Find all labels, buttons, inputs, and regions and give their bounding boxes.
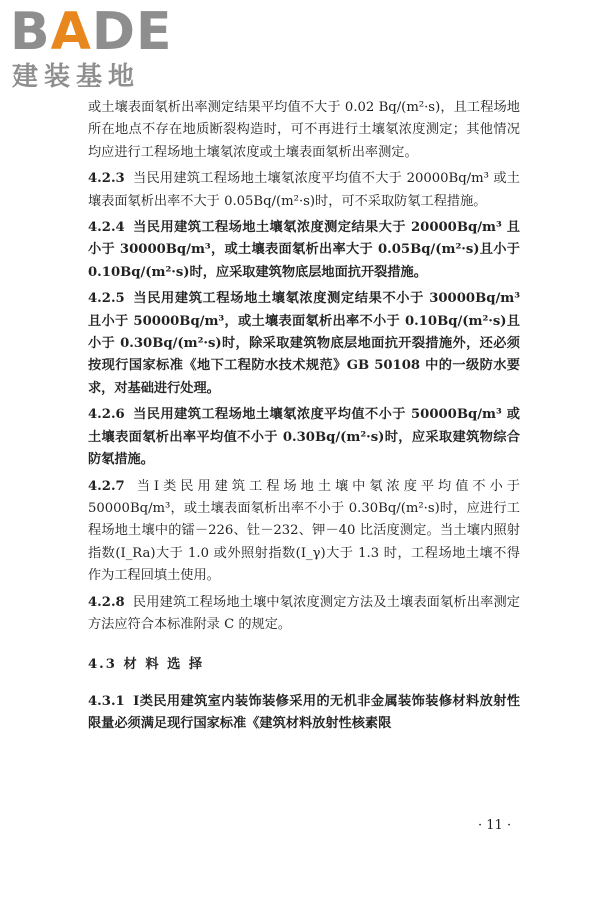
- clause-number: 4.2.4: [88, 220, 125, 236]
- logo-letters-de: DE: [91, 2, 173, 62]
- clause-number: 4.2.7: [88, 478, 125, 494]
- paragraph-text: 或土壤表面氡析出率测定结果平均值不大于 0.02 Bq/(m²·s)，且工程场地所在地点不存在地质断裂构造时，可不再进行土壤氡浓度测定；其他情况均应进行工程场地土壤氡浓度或土壤表面氡析出率测定。: [88, 100, 520, 160]
- clause-4-2-7: [88, 476, 520, 588]
- clause-4-2-3: [88, 168, 520, 213]
- clause-text: 当民用建筑工程场地土壤氡浓度测定结果大于 20000Bq/m³ 且小于 30000Bq/m³，或土壤表面氡析出率大于 0.05Bq/(m²·s)且小于 0.10Bq/(m²·s)时，应采取建筑物底层地面抗开裂措施。: [88, 220, 520, 280]
- clause-number: 4.3.1: [88, 693, 125, 709]
- clause-text: Ⅰ类民用建筑室内装饰装修采用的无机非金属装饰装修材料放射性限量必须满足现行国家标准《建筑材料放射性核素限: [88, 693, 520, 732]
- clause-text: 民用建筑工程场地土壤中氡浓度测定方法及土壤表面氡析出率测定方法应符合本标准附录 C 的规定。: [88, 594, 520, 632]
- clause-text: 当民用建筑工程场地土壤氡浓度平均值不大于 20000Bq/m³ 或土壤表面氡析出率不大于 0.05Bq/(m²·s)时，可不采取防氡工程措施。: [88, 171, 520, 209]
- logo-wordmark: [10, 4, 173, 60]
- clause-number: 4.2.5: [88, 291, 125, 307]
- clause-4-3-1: [88, 691, 520, 736]
- clause-number: 4.2.3: [88, 171, 125, 187]
- clause-number: 4.2.8: [88, 594, 125, 610]
- bade-logo: [10, 4, 180, 92]
- section-heading: 4.3 材 料 选 择: [88, 657, 205, 673]
- clause-4-2-5: [88, 288, 520, 400]
- clause-4-2-6: [88, 404, 520, 471]
- clause-4-2-4: [88, 217, 520, 284]
- logo-subtitle: 建装基地: [12, 62, 141, 92]
- clause-4-2-8: [88, 592, 520, 637]
- clause-number: 4.2.6: [88, 407, 125, 423]
- logo-letter-b: B: [10, 2, 51, 62]
- logo-letter-a: A: [50, 2, 92, 62]
- paragraph-continuation: [88, 97, 520, 164]
- page-number: · 11 ·: [478, 818, 512, 833]
- document-body: [88, 97, 520, 740]
- clause-text: 当民用建筑工程场地土壤氡浓度平均值不小于 50000Bq/m³ 或土壤表面氡析出率平均值不小于 0.30Bq/(m²·s)时，应采取建筑物综合防氡措施。: [88, 407, 520, 468]
- clause-text: 当Ⅰ类民用建筑工程场地土壤中氡浓度平均值不小于 50000Bq/m³，或土壤表面氡析出率不小于 0.30Bq/(m²·s)时，应进行工程场地土壤中的镭－226、钍－232、钾－40 比活度测定。当土壤内照射指数(I_Ra)大于 1.0 或外照射指数(I_γ)大于 1.3 时，工程场地土壤不得作为工程回填土使用。: [88, 478, 520, 584]
- clause-text: 当民用建筑工程场地土壤氡浓度测定结果不小于 30000Bq/m³ 且小于 50000Bq/m³，或土壤表面氡析出率不小于 0.10Bq/(m²·s)且小于 0.30Bq/(m²·s)时，除采取建筑物底层地面抗开裂措施外，还必须按现行国家标准《地下工程防水技术规范》GB 50108 中的一级防水要求，对基础进行处理。: [88, 291, 520, 396]
